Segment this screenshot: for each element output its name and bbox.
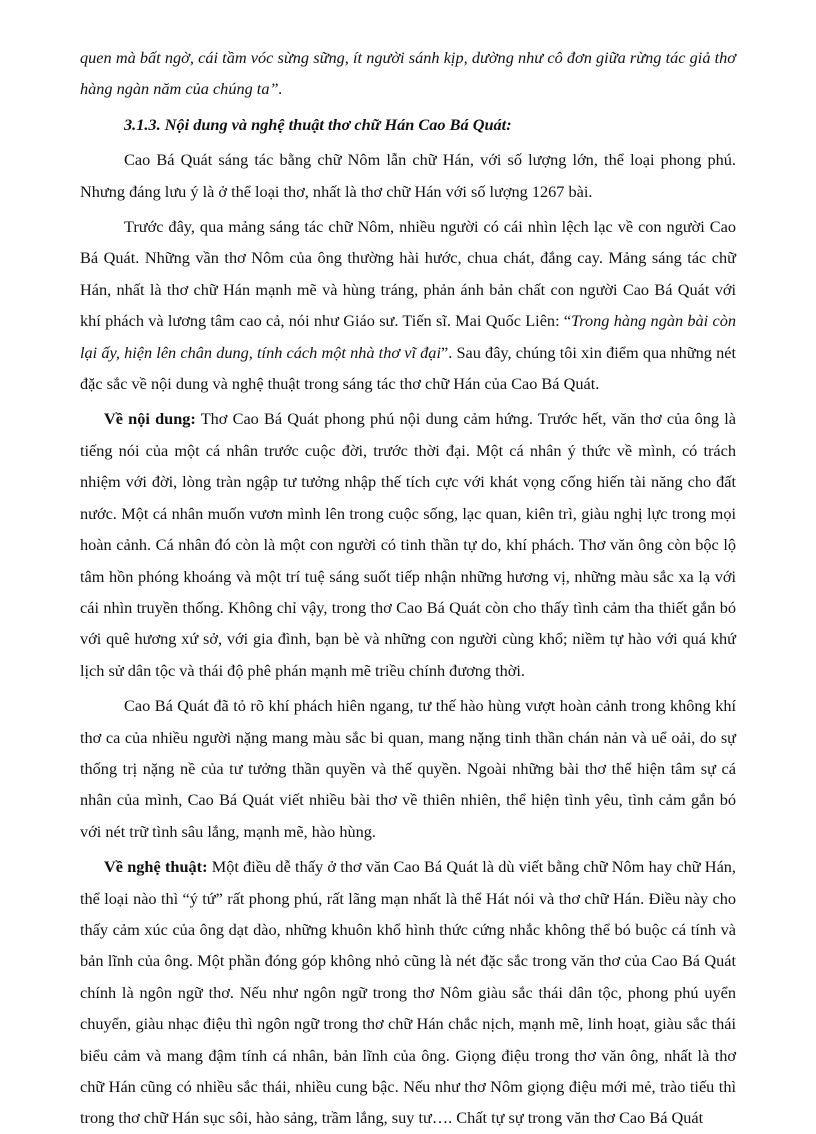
paragraph-spirit: Cao Bá Quát đã tỏ rõ khí phách hiên ngang, tư thế hào hùng vượt hoàn cảnh trong không khí thơ ca của nhiều người nặng mang màu sắc bi quan, mang nặng tinh thần chán nản và uể oải, do sự thống trị nặng nề của tư tưởng thần quyền và thế quyền. Ngoài những bài thơ thể hiện tâm sự cá nhân của mình, Cao Bá Quát viết nhiều bài thơ về thiên nhiên, thể hiện tình yêu, tình cảm gắn bó với nét trữ tình sâu lắng, mạnh mẽ, hào hùng. — [80, 696, 736, 841]
inline-quote: Trong hàng ngàn bài còn lại ấy, hiện lên chân dung, tính cách một nhà thơ vĩ đại — [80, 311, 736, 362]
paragraph-background — [80, 211, 736, 399]
paragraph-content — [80, 403, 736, 686]
paragraph-text: ”. Sau đây, chúng tôi xin điểm qua những nét đặc sắc về nội dung và nghệ thuật trong sáng tác thơ chữ Hán của Cao Bá Quát. — [80, 342, 736, 394]
paragraph-art — [80, 851, 736, 1134]
paragraph-text: Một điều dễ thấy ở thơ văn Cao Bá Quát là dù viết bằng chữ Nôm hay chữ Hán, thể loại nào thì “ý tứ” rất phong phú, rất lãng mạn nhất là thể Hát nói và thơ chữ Hán. Điều này cho thấy cảm xúc của ông dạt dào, những khuôn khổ hình thức cứng nhắc không thể bó buộc cá tính và bản lĩnh của ông. Một phần đóng góp không nhỏ cũng là nét đặc sắc trong văn thơ của Cao Bá Quát chính là ngôn ngữ thơ. Nếu như ngôn ngữ trong thơ Nôm giàu sắc thái dân tộc, phong phú uyển chuyển, giàu nhạc điệu thì ngôn ngữ trong thơ chữ Hán chắc nịch, mạnh mẽ, linh hoạt, giàu sắc thái biểu cảm và mang đậm tính cá nhân, bản lĩnh của ông. Giọng điệu trong thơ văn ông, nhất là thơ chữ Hán cũng có nhiều sắc thái, nhiều cung bậc. Nếu như thơ Nôm giọng điệu mới mẻ, trào tiếu thì trong thơ chữ Hán sục sôi, hào sảng, trầm lắng, suy tư…. Chất tự sự trong văn thơ Cao Bá Quát — [80, 857, 737, 1128]
paragraph-intro: Cao Bá Quát sáng tác bằng chữ Nôm lẫn chữ Hán, với số lượng lớn, thể loại phong phú. Nhưng đáng lưu ý là ở thể loại thơ, nhất là thơ chữ Hán với số lượng 1267 bài. — [80, 150, 736, 201]
quote-continuation — [80, 42, 736, 105]
paragraph-text: Thơ Cao Bá Quát phong phú nội dung cảm hứng. Trước hết, văn thơ của ông là tiếng nói của một cá nhân trước cuộc đời, trước thời đại. Một cá nhân ý thức về mình, có trách nhiệm với đời, lòng tràn ngập tư tưởng nhập thế tích cực với khát vọng cống hiến tài năng cho đất nước. Một cá nhân muốn vươn mình lên trong cuộc sống, lạc quan, kiên trì, giàu nghị lực trong mọi hoàn cảnh. Cá nhân đó còn là một con người có tinh thần tự do, khí phách. Thơ văn ông còn bộc lộ tâm hồn phóng khoáng và một trí tuệ sáng suốt tiếp nhận những hương vị, những màu sắc xa lạ với cái nhìn truyền thống. Không chỉ vậy, trong thơ Cao Bá Quát còn cho thấy tình cảm tha thiết gắn bó với quê hương xứ sở, với gia đình, bạn bè và những con người cùng khổ; niềm tự hào với quá khứ lịch sử dân tộc và thái độ phê phán mạnh mẽ triều chính đương thời. — [80, 409, 736, 680]
paragraph-text: Trước đây, qua mảng sáng tác chữ Nôm, nhiều người có cái nhìn lệch lạc về con người Cao Bá Quát. Những vần thơ Nôm của ông thường hài hước, chua chát, đắng cay. Mảng sáng tác chữ Hán, nhất là thơ chữ Hán mạnh mẽ và hùng tráng, phản ánh bản chất con người Cao Bá Quát với khí phách và lương tâm cao cả, nói như Giáo sư. Tiến sĩ. Mai Quốc Liên: “ — [80, 217, 736, 331]
art-label: Về nghệ thuật: — [104, 857, 208, 877]
quote-text: quen mà bất ngờ, cái tầm vóc sừng sững, ít người sánh kịp, dường như cô đơn giữa rừng tác giả thơ hàng ngàn năm của chúng ta”. — [80, 48, 736, 99]
content-label: Về nội dung: — [104, 409, 196, 429]
section-heading: 3.1.3. Nội dung và nghệ thuật thơ chữ Hán Cao Bá Quát: — [124, 114, 512, 134]
document-page — [80, 42, 736, 1134]
